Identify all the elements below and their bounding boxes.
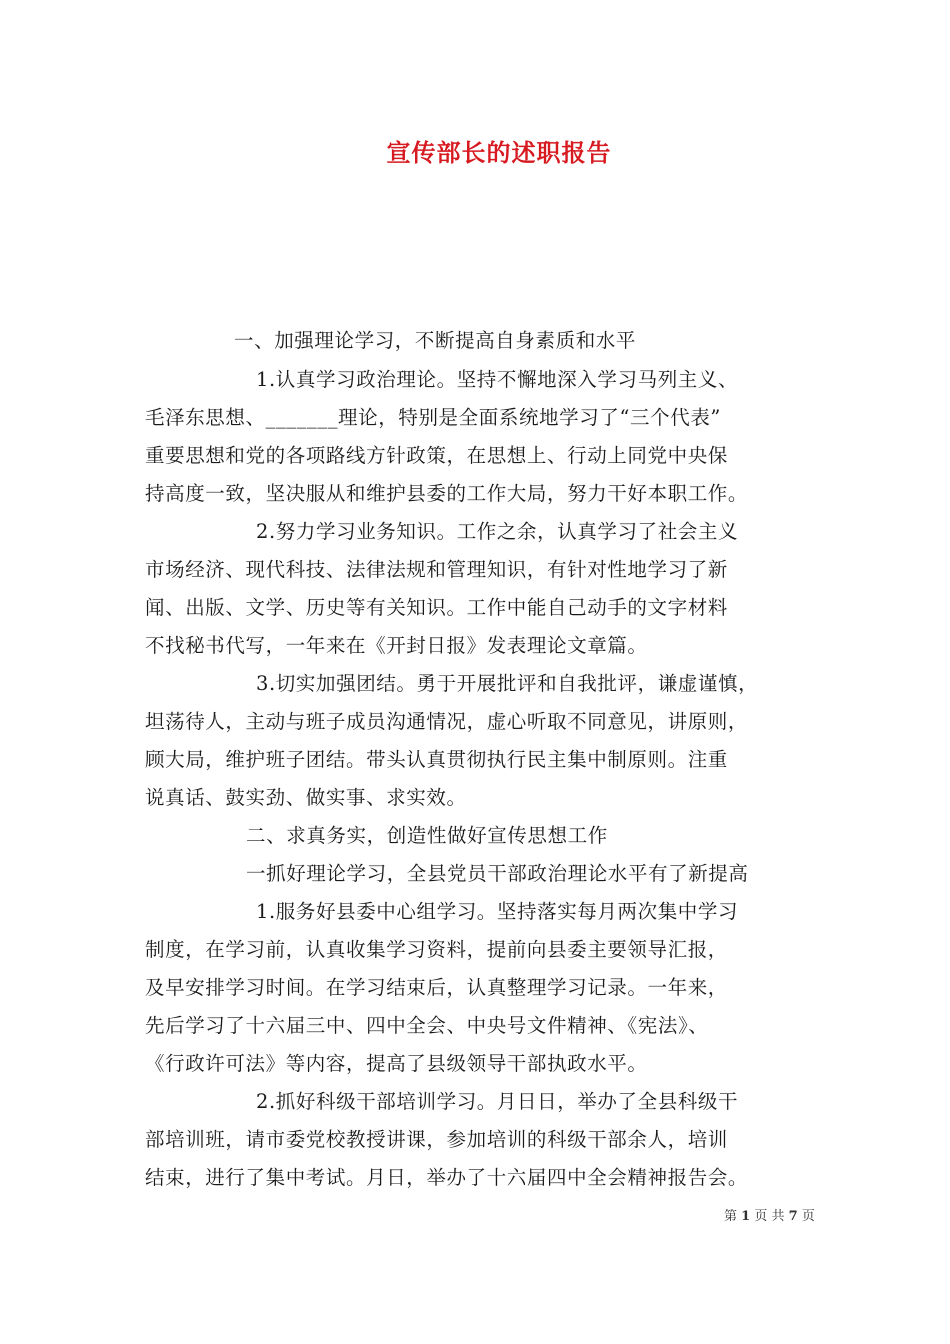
paragraph-line: 结束，进行了集中考试。月日，举办了十六届四中全会精神报告会。 — [145, 1166, 749, 1189]
subsection-heading: 一抓好理论学习，全县党员干部政治理论水平有了新提高 — [246, 862, 749, 885]
footer-middle: 页 共 — [754, 1209, 785, 1224]
paragraph-line: 《行政许可法》等内容，提高了县级领导干部执政水平。 — [145, 1052, 648, 1075]
paragraph-line: 3.切实加强团结。勇于开展批评和自我批评，谦虚谨慎， — [256, 672, 759, 695]
paragraph-line: 2.抓好科级干部培训学习。月日日，举办了全县科级干 — [256, 1090, 739, 1113]
document-title: 宣传部长的述职报告 — [386, 138, 612, 167]
footer-prefix: 第 — [724, 1209, 738, 1224]
paragraph-line: 2.努力学习业务知识。工作之余，认真学习了社会主义 — [256, 520, 739, 543]
footer-total-pages: 7 — [788, 1209, 798, 1224]
paragraph-line: 制度，在学习前，认真收集学习资料，提前向县委主要领导汇报， — [145, 938, 728, 961]
paragraph-line: 说真话、鼓实劲、做实事、求实效。 — [145, 786, 467, 809]
section-heading: 二、求真务实，创造性做好宣传思想工作 — [246, 824, 608, 847]
footer-suffix: 页 — [801, 1209, 815, 1224]
paragraph-line: 重要思想和党的各项路线方针政策，在思想上、行动上同党中央保 — [145, 444, 728, 467]
page-footer — [724, 1205, 815, 1224]
paragraph-line: 及早安排学习时间。在学习结束后，认真整理学习记录。一年来， — [145, 976, 728, 999]
footer-page-number: 1 — [741, 1209, 751, 1224]
paragraph-line: 1.认真学习政治理论。坚持不懈地深入学习马列主义、 — [256, 368, 739, 391]
paragraph-line: 坦荡待人，主动与班子成员沟通情况，虚心听取不同意见，讲原则， — [145, 710, 749, 733]
section-heading: 一、加强理论学习，不断提高自身素质和水平 — [234, 329, 637, 352]
paragraph-line: 先后学习了十六届三中、四中全会、中央号文件精神、《宪法》、 — [145, 1014, 709, 1037]
paragraph-line: 顾大局，维护班子团结。带头认真贯彻执行民主集中制原则。注重 — [145, 748, 728, 771]
paragraph-line: 持高度一致，坚决服从和维护县委的工作大局，努力干好本职工作。 — [145, 482, 749, 505]
paragraph-line: 不找秘书代写，一年来在《开封日报》发表理论文章篇。 — [145, 634, 648, 657]
paragraph-line: 闻、出版、文学、历史等有关知识。工作中能自己动手的文字材料 — [145, 596, 728, 619]
paragraph-line: 1.服务好县委中心组学习。坚持落实每月两次集中学习 — [256, 900, 739, 923]
paragraph-line: 毛泽东思想、_______理论，特别是全面系统地学习了“三个代表” — [145, 406, 721, 429]
paragraph-line: 市场经济、现代科技、法律法规和管理知识，有针对性地学习了新 — [145, 558, 728, 581]
paragraph-line: 部培训班，请市委党校教授讲课，参加培训的科级干部余人，培训 — [145, 1128, 728, 1151]
